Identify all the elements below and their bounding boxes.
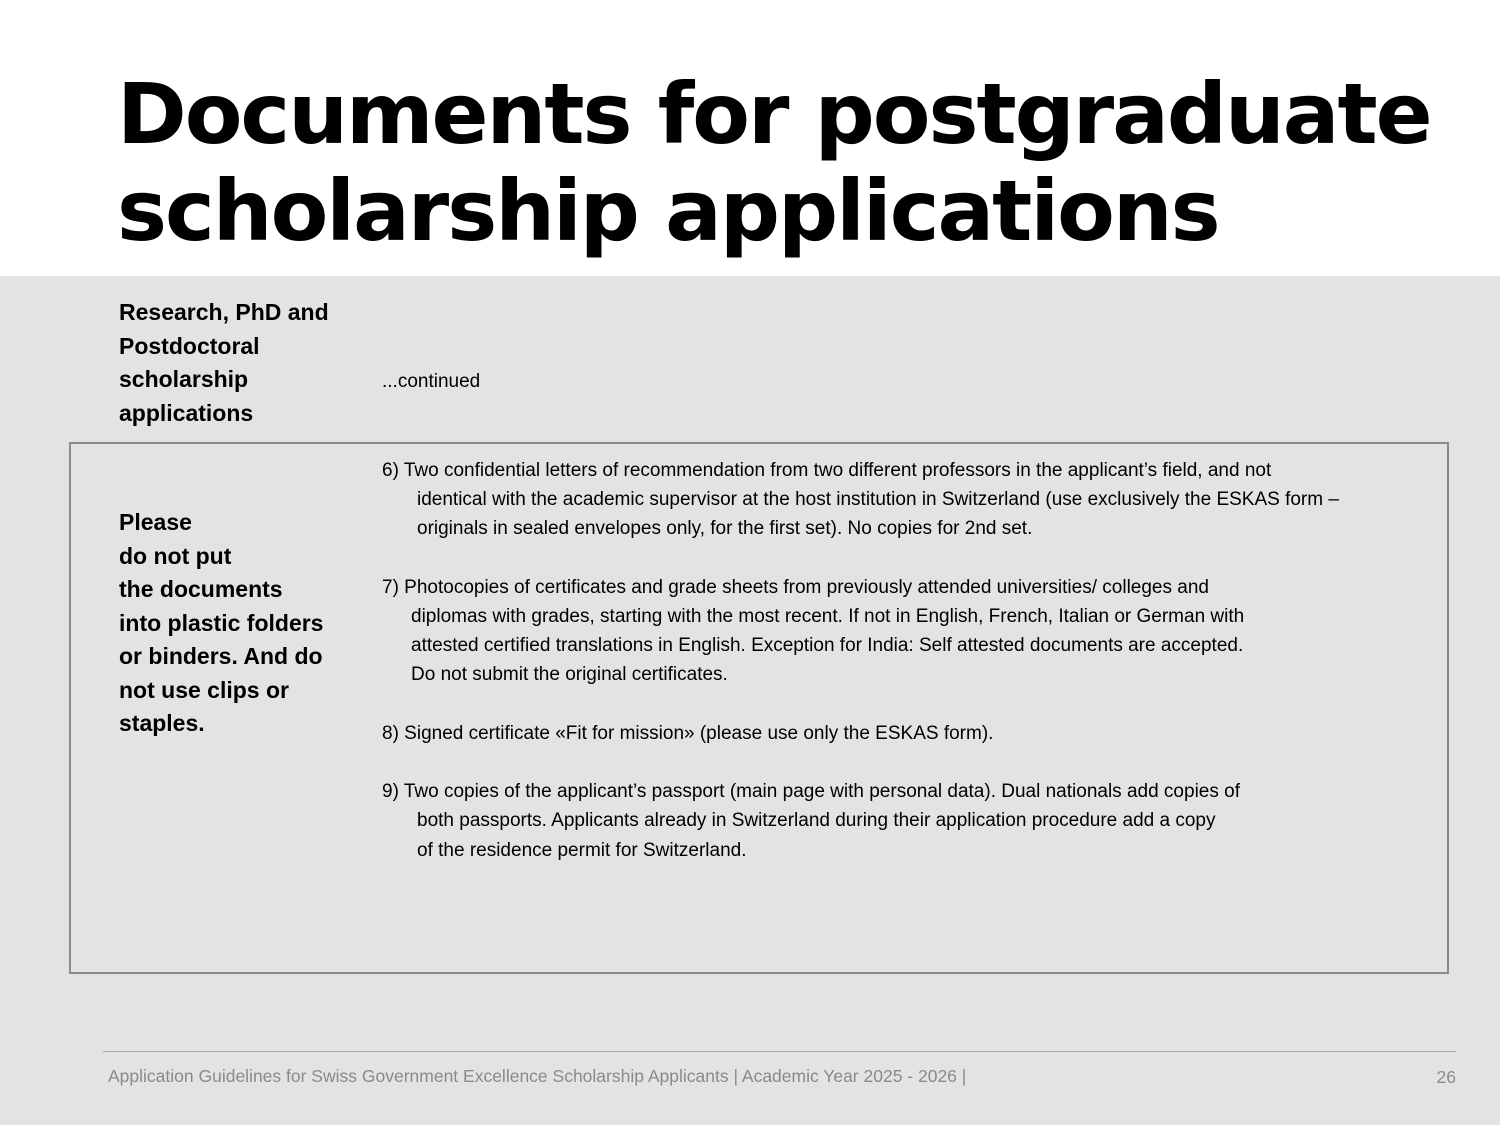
list-item-8 <box>382 719 1444 748</box>
section-heading-line: scholarship <box>119 366 249 392</box>
slide-header <box>0 0 1500 276</box>
page-title-line-1: Documents for postgraduate <box>117 65 1431 163</box>
list-item-line: 9) Two copies of the applicant’s passport (main page with personal data). Dual nationals add copies of <box>382 781 1240 803</box>
list-item-line: 6) Two confidential letters of recommendation from two different professors in the applicant’s field, and not <box>382 460 1272 481</box>
list-item-line: 8) Signed certificate «Fit for mission» (please use only the ESKAS form). <box>382 722 994 744</box>
list-item-line: both passports. Applicants already in Switzerland during their application procedure add a copy <box>417 810 1216 832</box>
section-heading-line: applications <box>119 399 254 426</box>
continued-label: ...continued <box>382 371 481 392</box>
notice-line: or binders. And do <box>119 643 323 669</box>
footer-text: Application Guidelines for Swiss Government Excellence Scholarship Applicants | Academic Year 2025 - 2026 | <box>108 1066 967 1086</box>
list-item-line: originals in sealed envelopes only, for the first set). No copies for 2nd set. <box>417 518 1033 540</box>
list-item-7 <box>382 573 1444 690</box>
notice-line: the documents <box>119 576 283 602</box>
list-item-9 <box>382 777 1444 865</box>
footer-divider <box>103 1051 1456 1052</box>
notice-line: into plastic folders <box>119 609 324 636</box>
list-item-line: diplomas with grades, starting with the most recent. If not in English, French, Italian or German with <box>411 606 1245 627</box>
section-heading <box>119 296 369 430</box>
notice-line: do not put <box>119 542 232 569</box>
page-title-line-2: scholarship applications <box>117 162 1219 260</box>
list-item-line: attested certified translations in English. Exception for India: Self attested documents are accepted. <box>411 635 1244 657</box>
list-item-line: of the residence permit for Switzerland. <box>417 839 747 861</box>
documents-box <box>69 442 1449 974</box>
packaging-notice <box>119 506 359 741</box>
slide-content <box>0 276 1500 1125</box>
list-item-line: identical with the academic supervisor at the host institution in Switzerland (use exclusively the ESKAS form – <box>417 489 1339 511</box>
notice-line: Please <box>119 509 192 535</box>
list-item-line: Do not submit the original certificates. <box>411 664 728 686</box>
page-title <box>117 66 1431 260</box>
page-number: 26 <box>1436 1067 1456 1087</box>
section-heading-line: Postdoctoral <box>119 332 260 359</box>
list-item-line: 7) Photocopies of certificates and grade sheets from previously attended universities/ colleges and <box>382 576 1209 598</box>
list-item-6 <box>382 456 1444 544</box>
notice-line: staples. <box>119 710 205 736</box>
notice-line: not use clips or <box>119 676 289 703</box>
document-list <box>382 456 1444 894</box>
section-heading-line: Research, PhD and <box>119 299 329 325</box>
